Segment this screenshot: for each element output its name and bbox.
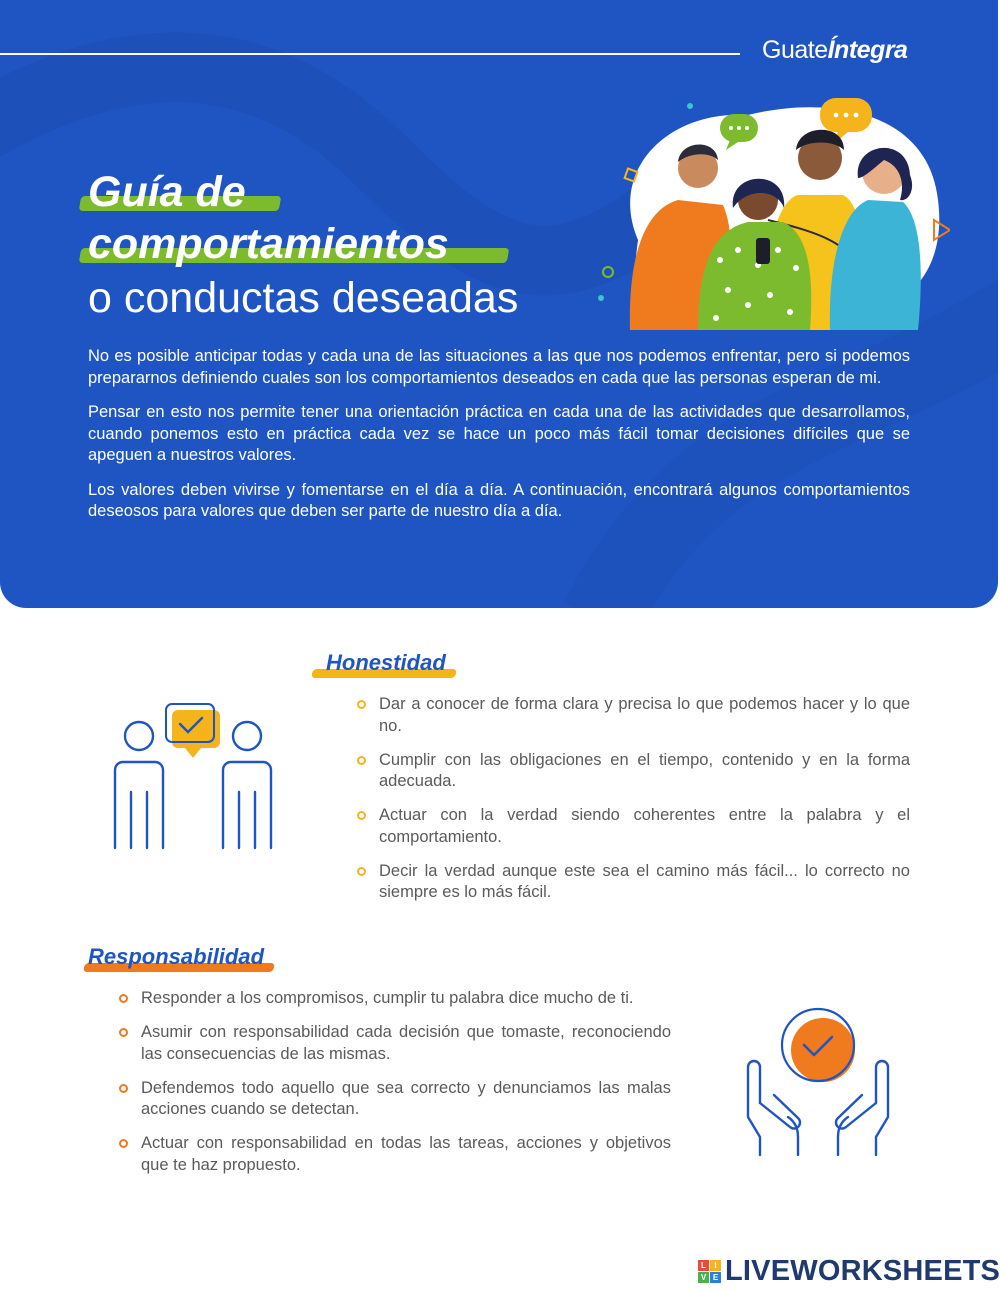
liveworksheets-logo <box>698 1254 1000 1288</box>
logo-text: LIVEWORKSHEETS <box>725 1254 1000 1287</box>
brand-logo-part2: Íntegra <box>827 36 908 64</box>
list-item: Dar a conocer de forma clara y precisa lo que podemos hacer y lo que no. <box>357 694 910 737</box>
intro-paragraph-2: Pensar en esto nos permite tener una orientación práctica en cada una de las actividades que desarrollamos, cuando ponemos esto en práctica cada vez se hace un poco más fácil tomar decisiones difíciles que se apeguen a nuestros valores. <box>88 403 910 464</box>
list-item: Defendemos todo aquello que sea correcto y denunciamos las malas acciones cuando se detectan. <box>119 1078 671 1121</box>
honestidad-list <box>357 694 910 916</box>
brand-logo <box>762 36 907 65</box>
logo-block-e: E <box>710 1272 721 1283</box>
brand-logo-part1: Guate <box>762 36 828 64</box>
logo-block-v: V <box>698 1272 709 1283</box>
intro-text <box>88 346 910 536</box>
responsabilidad-list <box>119 988 671 1189</box>
list-item: Asumir con responsabilidad cada decisión que tomaste, reconociendo las consecuencias de las mismas. <box>119 1022 671 1065</box>
list-item: Decir la verdad aunque este sea el camino más fácil... lo correcto no siempre es lo más fácil. <box>357 861 910 904</box>
section-title-responsabilidad: Responsabilidad <box>88 944 264 970</box>
intro-paragraph-3: Los valores deben vivirse y fomentarse en el día a día. A continuación, encontrará algunos comportamientos deseosos para valores que deben ser parte de nuestro día a día. <box>88 480 910 520</box>
logo-blocks-icon <box>698 1260 721 1283</box>
section-title-honestidad: Honestidad <box>326 650 446 676</box>
list-item: Cumplir con las obligaciones en el tiempo, contenido y en la forma adecuada. <box>357 750 910 793</box>
page-title <box>88 166 518 326</box>
title-line-1: Guía de <box>88 166 518 218</box>
header-rule <box>0 53 740 55</box>
hands-check-icon <box>738 1005 898 1165</box>
logo-block-i: I <box>710 1260 721 1271</box>
logo-block-l: L <box>698 1260 709 1271</box>
list-item: Responder a los compromisos, cumplir tu palabra dice mucho de ti. <box>119 988 671 1010</box>
conversation-check-icon <box>105 700 280 855</box>
title-line-3: o conductas deseadas <box>88 274 519 322</box>
list-item: Actuar con la verdad siendo coherentes entre la palabra y el comportamiento. <box>357 805 910 848</box>
list-item: Actuar con responsabilidad en todas las tareas, acciones y objetivos que te haz propuesto. <box>119 1133 671 1176</box>
intro-paragraph-1: No es posible anticipar todas y cada una de las situaciones a las que nos podemos enfrentar, pero si podemos prepararnos definiendo cuales son los comportamientos deseados en cada que las personas esperan de mi. <box>88 347 910 387</box>
header-banner <box>0 0 998 608</box>
title-line-2: comportamientos <box>88 218 518 270</box>
people-group-illustration <box>598 90 950 330</box>
